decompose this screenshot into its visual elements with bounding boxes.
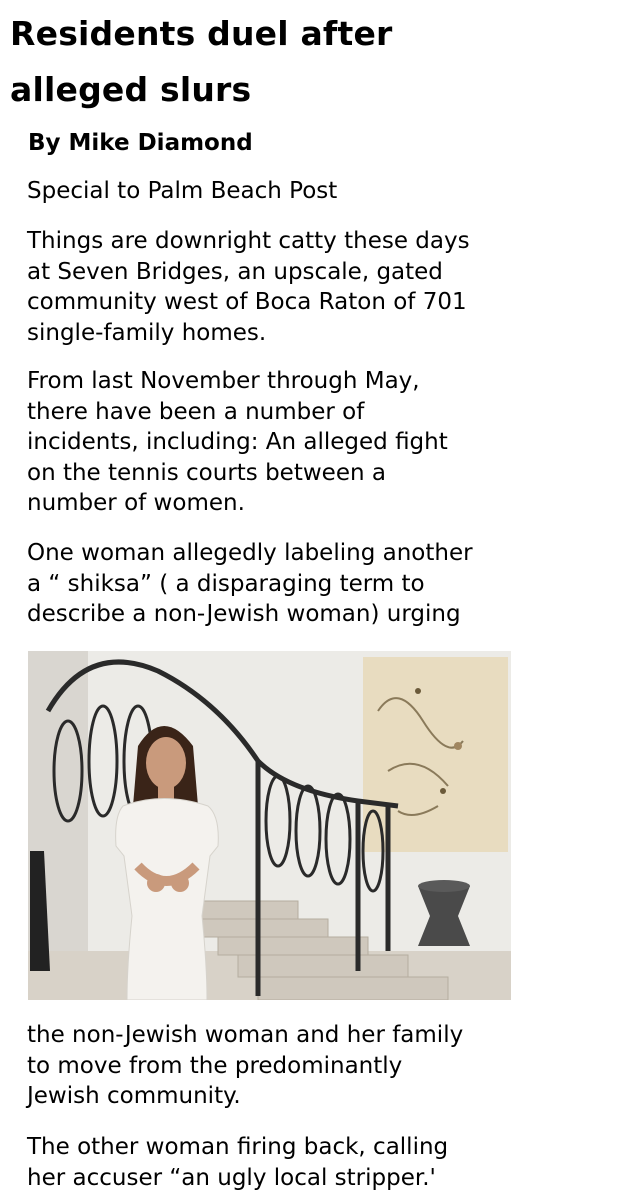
headline-line-1: Residents duel after (10, 14, 393, 53)
paragraph-line: single-family homes. (27, 319, 267, 346)
paragraph-line: The other woman firing back, calling (27, 1134, 449, 1160)
paragraph-5 (27, 1132, 617, 1193)
paragraph-line: community west of Boca Raton of 701 (27, 289, 467, 315)
paragraph-line: a “ shiksa” ( a disparaging term to (27, 570, 425, 597)
paragraph-line: describe a non-Jewish woman) urging (27, 601, 461, 627)
paragraph-line: Things are downright catty these days (27, 228, 470, 254)
paragraph-2 (27, 366, 617, 519)
headline (10, 6, 620, 118)
paragraph-line: at Seven Bridges, an upscale, gated (27, 258, 443, 285)
paragraph-1 (27, 226, 617, 348)
paragraph-line: One woman allegedly labeling another (27, 540, 473, 566)
paragraph-line: incidents, including: An alleged fight (27, 429, 448, 455)
paragraph-3 (27, 538, 617, 630)
paragraph-line: From last November through May, (27, 368, 420, 394)
source-credit: Special to Palm Beach Post (27, 178, 338, 204)
paragraph-line: on the tennis courts between a (27, 459, 386, 486)
wall-artwork (363, 657, 508, 852)
headline-line-2: alleged slurs (10, 70, 252, 109)
paragraph-line: to move from the predominantly (27, 1052, 403, 1079)
paragraph-4 (27, 1020, 617, 1112)
paragraph-line: her accuser “an ugly local stripper.' (27, 1164, 436, 1191)
byline: By Mike Diamond (28, 130, 253, 156)
paragraph-line: there have been a number of (27, 398, 365, 425)
paragraph-line: the non-Jewish woman and her family (27, 1022, 464, 1048)
article-photo (28, 651, 511, 1000)
photo-illustration (28, 651, 511, 1000)
paragraph-line: number of women. (27, 490, 245, 516)
paragraph-line: Jewish community. (27, 1083, 241, 1109)
